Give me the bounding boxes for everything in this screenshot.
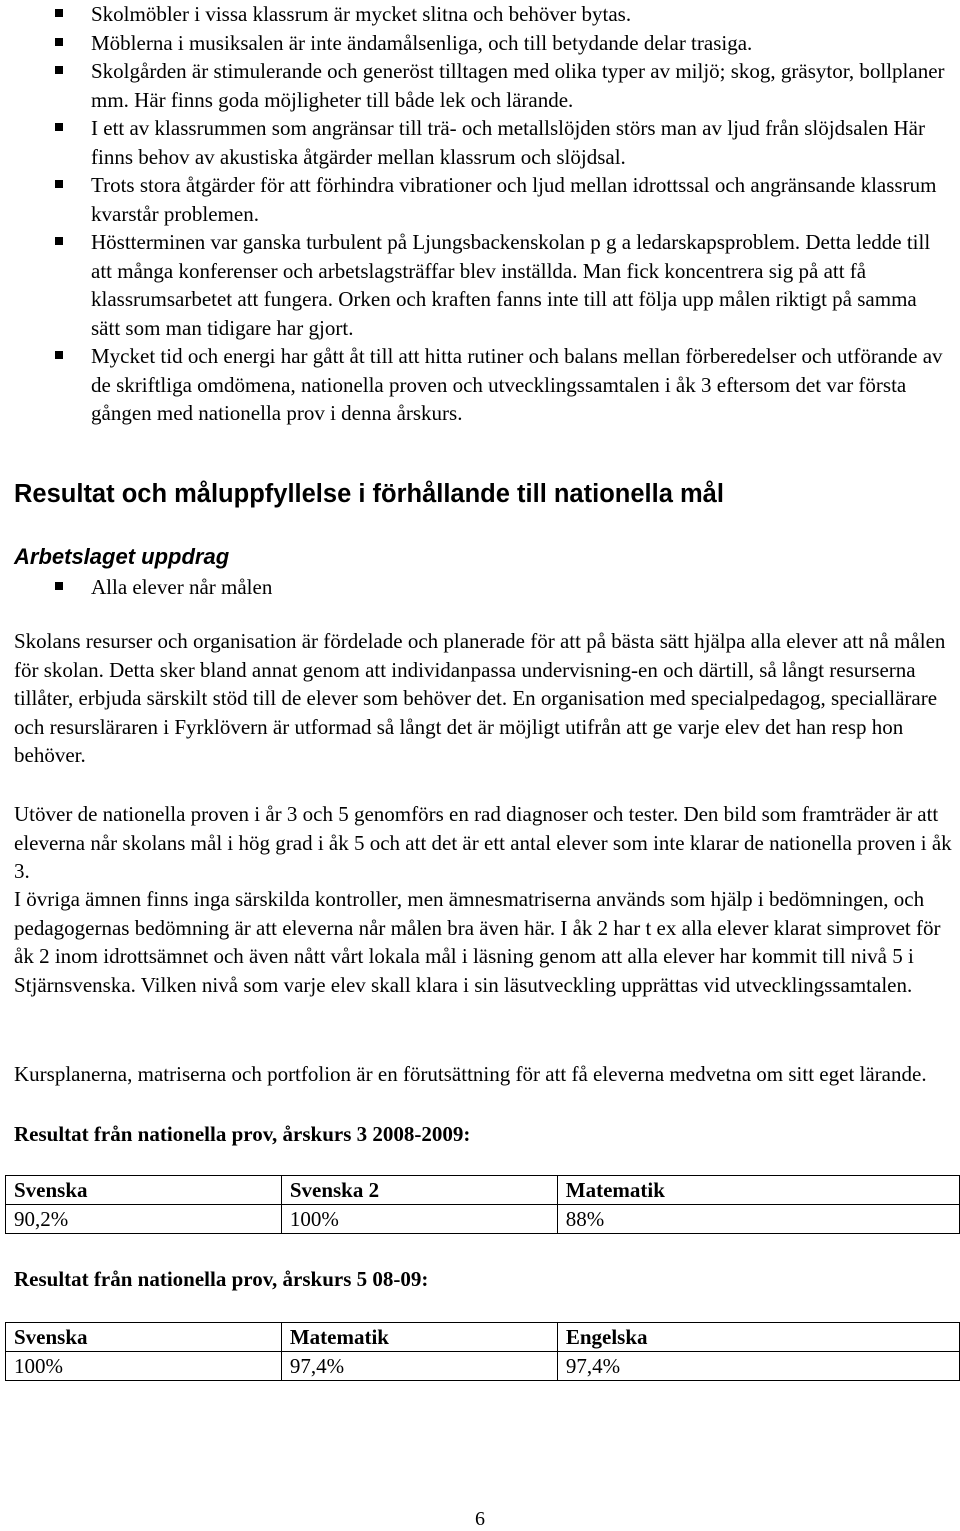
square-bullet-icon — [55, 66, 63, 74]
table-row — [6, 1205, 960, 1234]
column-header: Engelska — [557, 1323, 959, 1352]
results-grade3-table — [5, 1175, 960, 1234]
top-bullet-list — [0, 0, 960, 428]
table-cell: 90,2% — [6, 1205, 282, 1234]
list-item — [0, 114, 960, 171]
course-plans-paragraph: Kursplanerna, matriserna och portfolion är en förutsättning för att få eleverna medvetna om sitt eget lärande. — [14, 1062, 927, 1086]
table-cell: 100% — [281, 1205, 557, 1234]
square-bullet-icon — [55, 180, 63, 188]
table-cell: 97,4% — [281, 1352, 557, 1381]
list-item-text: Mycket tid och energi har gått åt till att hitta rutiner och balans mellan förberedelser och utförande av de skriftliga omdömena, nationella proven och utvecklingssamtalen i åk 3 eftersom det var första gången med nationella prov i denna årskurs. — [91, 344, 943, 425]
goal-list — [0, 573, 960, 602]
square-bullet-icon — [55, 582, 63, 590]
list-item — [0, 573, 960, 602]
list-item-text: Höstterminen var ganska turbulent på Ljungsbackenskolan p g a ledarskapsproblem. Detta ledde till att många konferenser och arbetslagsträffar blev inställda. Man fick koncentrera sig på att få klassrumsarbetet att fungera. Orken och kraften fanns inte till att följa upp målen riktigt på samma sätt som man tidigare har gjort. — [91, 230, 931, 340]
section-heading: Resultat och måluppfyllelse i förhållande till nationella mål — [14, 480, 724, 508]
column-header: Svenska 2 — [281, 1176, 557, 1205]
results-grade5-title: Resultat från nationella prov, årskurs 5 08-09: — [14, 1267, 429, 1291]
table-cell: 97,4% — [557, 1352, 959, 1381]
list-item — [0, 342, 960, 428]
list-item — [0, 29, 960, 58]
other-subjects-paragraph: I övriga ämnen finns inga särskilda kontroller, men ämnesmatriserna används som hjälp i bedömningen, och pedagogernas bedömning är att eleverna når målen bra även här. I åk 2 har t ex alla elever klarat simprovet för åk 2 inom idrottsämnet och även nått vårt lokala mål i läsning genom att alla elever har kommit till nivå 5 i Stjärnsvenska. Vilken nivå som varje elev skall klara i sin läsutveckling upprättas vid utvecklingssamtalen. — [14, 887, 941, 997]
list-item — [0, 228, 960, 342]
results-grade5-table — [5, 1322, 960, 1381]
table-header-row — [6, 1176, 960, 1205]
list-item-text: Skolgården är stimulerande och generöst tilltagen med olika typer av miljö; skog, gräsytor, bollplaner mm. Här finns goda möjligheter till både lek och lärande. — [91, 59, 945, 112]
square-bullet-icon — [55, 351, 63, 359]
subheading: Arbetslaget uppdrag — [14, 544, 230, 569]
square-bullet-icon — [55, 123, 63, 131]
table-cell: 88% — [557, 1205, 959, 1234]
column-header: Svenska — [6, 1323, 282, 1352]
list-item-text: Alla elever når målen — [91, 575, 273, 599]
page-number: 6 — [475, 1508, 485, 1530]
square-bullet-icon — [55, 9, 63, 17]
list-item-text: Möblerna i musiksalen är inte ändamålsenliga, och till betydande delar trasiga. — [91, 30, 753, 55]
table-header-row — [6, 1323, 960, 1352]
results-grade3-title: Resultat från nationella prov, årskurs 3 2008-2009: — [14, 1122, 471, 1146]
list-item-text: Trots stora åtgärder för att förhindra vibrationer och ljud mellan idrottssal och angränsande klassrum kvarstår problemen. — [91, 173, 937, 226]
list-item — [0, 0, 960, 29]
list-item-text: I ett av klassrummen som angränsar till trä- och metallslöjden störs man av ljud från slöjdsalen Här finns behov av akustiska åtgärder mellan klassrum och slöjdsal. — [91, 116, 925, 169]
list-item — [0, 57, 960, 114]
table-row — [6, 1352, 960, 1381]
square-bullet-icon — [55, 38, 63, 46]
resources-paragraph: Skolans resurser och organisation är fördelade och planerade för att på bästa sätt hjälpa alla elever att nå målen för skolan. Detta sker bland annat genom att individanpassa undervisning-en och därtill, så långt resurserna tillåter, erbjuda särskilt stöd till de elever som behöver det. En organisation med specialpedagog, speciallärare och resursläraren i Fyrklövern är utformad så långt det är möjligt utifrån att ge varje elev det han resp hon behöver. — [14, 629, 946, 767]
list-item-text: Skolmöbler i vissa klassrum är mycket slitna och behöver bytas. — [91, 2, 632, 26]
column-header: Matematik — [281, 1323, 557, 1352]
square-bullet-icon — [55, 237, 63, 245]
column-header: Svenska — [6, 1176, 282, 1205]
list-item — [0, 171, 960, 228]
column-header: Matematik — [557, 1176, 959, 1205]
national-tests-paragraph: Utöver de nationella proven i år 3 och 5 genomförs en rad diagnoser och tester. Den bild som framträder är att eleverna når skolans mål i hög grad i åk 5 och att det är ett antal elever som inte klarar de nationella proven i åk 3. — [14, 802, 952, 883]
table-cell: 100% — [6, 1352, 282, 1381]
